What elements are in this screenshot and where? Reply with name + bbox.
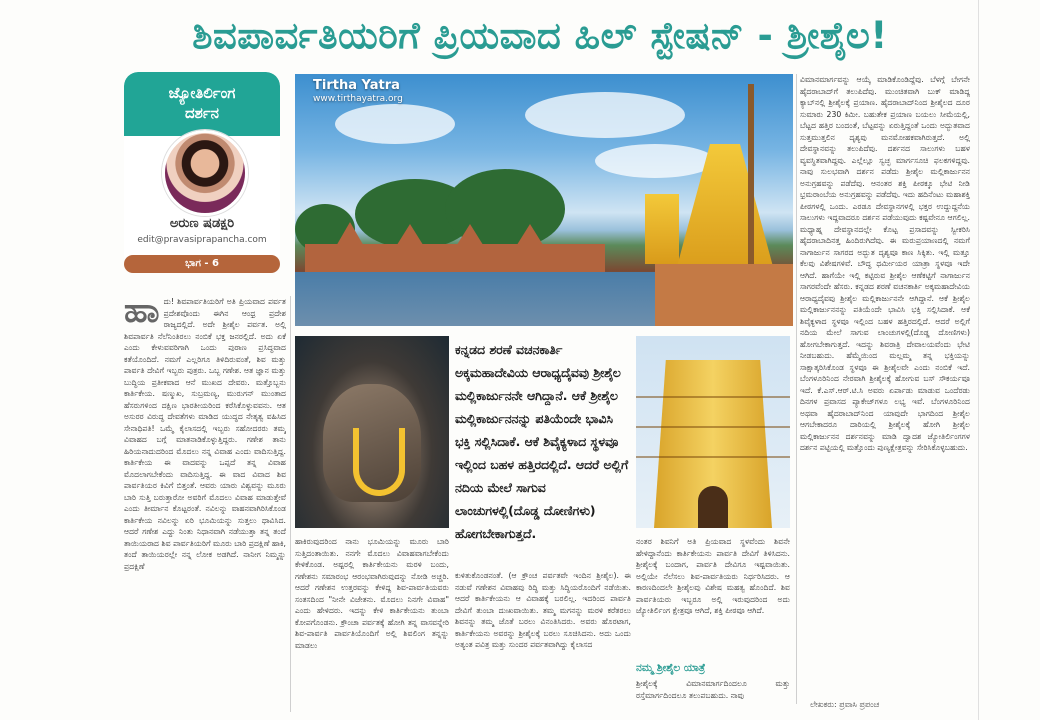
temple-wall	[305, 244, 605, 272]
article-column-3	[455, 570, 631, 712]
author-avatar	[162, 130, 248, 216]
part-badge: ಭಾಗ - 6	[124, 255, 280, 273]
column-text: ದು! ಶಿವಪಾರ್ವತಿಯರಿಗೆ ಅತಿ ಪ್ರಿಯವಾದ ಪರ್ವತ ಪ್ರದೇಶವೊಂದು ಈಗಿನ ಆಂಧ್ರ ಪ್ರದೇಶ ರಾಜ್ಯದಲ್ಲಿದೆ. ಅದೇ ಶ್ರೀಶೈಲ ಪರ್ವತ. ಅಲ್ಲಿ ಶಿವಪಾರ್ವತಿ ನೆಲೆನಿಂತಿರಲು ನಂಬಿಕೆ ಭಕ್ತ ಜನರಲ್ಲಿದೆ. ಅದು ಏಕೆ ಎಂದು ಕೇಳುವವರಿಗಾಗಿ ಒಂದು ಪುರಾಣ ಪ್ರಸಿದ್ಧವಾದ ಕತೆಯೊಂದಿದೆ. ನಮಗೆ ಎಲ್ಲರಿಗೂ ತಿಳಿದಿರುವಂತೆ, ಶಿವ ಮತ್ತು ಪಾರ್ವತಿ ದೇವಿಗೆ ಇಬ್ಬರು ಪುತ್ರರು. ಒಬ್ಬ ಗಣೇಶ. ಆತ ಜ್ಞಾನ ಮತ್ತು ಬುದ್ಧಿಯ ಪ್ರತೀಕವಾದ ಆನೆ ಮುಖದ ದೇವರು. ಮತ್ತೊಬ್ಬನು ಕಾರ್ತಿಕೇಯ. ಷಣ್ಮುಖ, ಸುಬ್ರಮಣ್ಯ, ಮುರುಗನ್ ಮುಂತಾದ ಹೆಸರುಗಳಿಂದ ದಕ್ಷಿಣ ಭಾರತೀಯರಿಂದ ಕರೆಸಿಕೊಳ್ಳುವವನು. ಆತ ಅಸುರರ ವಿರುದ್ಧ ದೇವತೆಗಳು ಮಾಡಿದ ಯುದ್ಧದ ನೇತೃತ್ವ ವಹಿಸಿದ ಸೇನಾಧಿಪತಿ! ಒಮ್ಮೆ ಕೈಲಾಸದಲ್ಲಿ ಇಬ್ಬರು ಸಹೋದರರು ತಮ್ಮ ವಿವಾಹದ ಬಗ್ಗೆ ಮಾತನಾಡಿಕೊಳ್ಳುತ್ತಿದ್ದರು. ಗಣೇಶ ತಾನು ಹಿರಿಯನಾದುದರಿಂದ ಮೊದಲು ನನ್ನ ವಿವಾಹ ಎಂದು ವಾದಿಸುತ್ತಿದ್ದ. ಕಾರ್ತಿಕೇಯ ಈ ವಾದವನ್ನು ಒಪ್ಪದೆ ತನ್ನ ವಿವಾಹ ಮೊದಲಾಗಬೇಕೆಂದು ವಾದಿಸುತ್ತಿದ್ದ. ಈ ವಾದ ವಿವಾದ ಶಿವ ಪಾರ್ವತಿಯರ ಕಿವಿಗೆ ಬಿತ್ತಂತೆ. ಆವರು ಯಾರು ವಿಶ್ವವನ್ನು ಮೂರು ಬಾರಿ ಸುತ್ತಿ ಬರುತ್ತಾರೋ ಅವರಿಗೆ ಮೊದಲು ವಿವಾಹ ಮಾಡುತ್ತೇವೆ ಎಂದು ತೀರ್ಮಾನ ಕೊಟ್ಟರಂತೆ. ನವಿಲನ್ನು ವಾಹನವಾಗಿರಿಸಿಕೊಂಡ ಕಾರ್ತಿಕೇಯ ನವಿಲನ್ನು ಏರಿ ಭೂಮಿಯನ್ನು ಸುತ್ತಲು ಧಾವಿಸಿದ. ಆದರೆ ಗಣೇಶ ಎದ್ದು ನಿಂತು ನಿಧಾನವಾಗಿ ನಡೆಯುತ್ತಾ ತನ್ನ ತಂದೆ ತಾಯಿಯರಾದ ಶಿವ ಪಾರ್ವತಿಯರಿಗೆ ಮೂರು ಬಾರಿ ಪ್ರದಕ್ಷಿಣೆ ಹಾಕಿ, ತಂದೆ ತಾಯಿಯರಲ್ಲೇ ನನ್ನ ಲೋಕ ಅಡಗಿದೆ. ನಾನೀಗ ನಿಮ್ಮನ್ನು ಪ್ರದಕ್ಷಿಣೆ	[124, 297, 286, 571]
watermark-url: www.tirthayatra.org	[313, 94, 403, 104]
tier-line	[636, 456, 790, 458]
drop-cap: ಹಾ	[124, 296, 160, 331]
column-text: ಹಾಕಿರುವುದರಿಂದ ನಾನು ಭೂಮಿಯನ್ನು ಮೂರು ಬಾರಿ ಸುತ್ತಿದಂತಾಯಿತು. ನನಗೇ ಮೊದಲು ವಿವಾಹವಾಗಬೇಕೆಂದು ಕೇಳಿಕೊಂಡ. ಅಷ್ಟರಲ್ಲಿ ಕಾರ್ತಿಕೇಯನು ಮರಳಿ ಬಂದು, ಗಣೇಶನು ಸಮಾರಂಭ ಆರಂಭವಾಗಿರುವುದನ್ನು ನೋಡಿ ಅಚ್ಚರಿ. ಆದರೆ ಗಣೇಶನ ಉತ್ತರವನ್ನು ಕೇಳಿದ್ದ ಶಿವ-ಪಾರ್ವತಿಯವರು ಸಂತಸದಿಂದ "ನೀನೇ ವಿಜೇತನು. ಮೊದಲು ನಿನಗೇ ವಿವಾಹ" ಎಂದು ಹೇಳಿದರು. ಇದನ್ನು ಕೇಳಿ ಕಾರ್ತಿಕೇಯನು ತುಂಬಾ ಕೋಪಗೊಂಡನು. ಕ್ರೌಂಚಾ ಪರ್ವತಕ್ಕೆ ಹೋಗಿ ತನ್ನ ವಾಸವನ್ನೇರಿ ಶಿವ-ಪಾರ್ವತಿ ಪಾರ್ವತಿಯೊಂದಿಗೆ ಅಲ್ಲಿ ಶಿವಲಿಂಗ ತನ್ನನ್ನು ಮಾಡಲು	[295, 537, 449, 650]
article-column-2	[295, 536, 449, 712]
flower-garland	[353, 428, 405, 496]
cloud	[595, 144, 715, 178]
gopuram-photo	[636, 336, 790, 528]
cloud	[335, 104, 455, 144]
flag-pole	[748, 84, 754, 274]
gopuram-door	[698, 486, 728, 528]
credit-line: ಲೇಖಕರು: ಪ್ರವಾಸಿ ಪ್ರಪಂಚ	[810, 700, 880, 709]
card-title-line1: ಜ್ಯೋತಿರ್ಲಿಂಗ	[168, 84, 236, 102]
page-edge	[978, 0, 979, 720]
section-subhead: ನಮ್ಮ ಶ್ರೀಶೈಲ ಯಾತ್ರೆ	[636, 662, 706, 674]
pull-quote: ಕನ್ನಡದ ಶರಣೆ ವಚನಕಾರ್ತಿ ಅಕ್ಕಮಹಾದೇವಿಯ ಆರಾಧ್ಯದೈವವು ಶ್ರೀಶೈಲ ಮಲ್ಲಿಕಾರ್ಜುನನೇ ಆಗಿದ್ದಾನೆ. ಆಕೆ ಶ್ರೀಶೈಲ ಮಲ್ಲಿಕಾರ್ಜುನನನ್ನು ಪತಿಯೆಂದೇ ಭಾವಿಸಿ ಭಕ್ತಿ ಸಲ್ಲಿಸಿದಾಕೆ. ಆಕೆ ಶಿವೈಕ್ಯಳಾದ ಸ್ಥಳವೂ ಇಲ್ಲಿಂದ ಬಹಳ ಹತ್ತಿರದಲ್ಲಿದೆ. ಆದರೆ ಅಲ್ಲಿಗೆ ನದಿಯ ಮೇಲೆ ಸಾಗುವ ಲಾಂಚುಗಳಲ್ಲಿ(ದೊಡ್ಡ ದೋಣಿಗಳು) ಹೋಗಬೇಕಾಗುತ್ತದೆ.	[455, 342, 629, 541]
column-text: ನಂತರ ಶಿವನಿಗೆ ಅತಿ ಪ್ರಿಯವಾದ ಸ್ಥಳವೆಂದು ಶಿವನೇ ಹೇಳಿದ್ದಾನೆಂದು ಕಾರ್ತಿಕೇಯನು ಪಾರ್ವತಿ ದೇವಿಗೆ ತಿಳಿಸಿದನು. ಶ್ರೀಶೈಲಕ್ಕೆ ಬಂದಾಗ, ಪಾರ್ವತಿ ದೇವಿಗೂ ಇಷ್ಟವಾಯಿತು. ಅಲ್ಲಿಯೇ ನೆಲೆಸಲು ಶಿವ-ಪಾರ್ವತಿಯರು ನಿರ್ಧರಿಸಿದರು. ಆ ಕಾರಣದಿಂದಲೇ ಶ್ರೀಶೈಲವು ವಿಶೇಷ ಮಹತ್ವ ಹೊಂದಿದೆ. ಶಿವ ಪಾರ್ವತಿಯರು ಇಬ್ಬರೂ ಅಲ್ಲಿ ಇರುವುದರಿಂದ ಅದು ಜ್ಯೋತಿರ್ಲಿಂಗ ಕ್ಷೇತ್ರವೂ ಆಗಿದೆ, ಶಕ್ತಿ ಪೀಠವೂ ಆಗಿದೆ.	[636, 537, 790, 615]
nandi-photo	[295, 336, 449, 528]
author-email: edit@pravasiprapancha.com	[137, 235, 267, 245]
rooftop	[655, 264, 793, 326]
column-text: ಶ್ರೀಶೈಲಕ್ಕೆ ವಿಮಾನಮಾರ್ಗದಿಂದಲೂ ಮತ್ತು ರಸ್ತೆಮಾರ್ಗದಿಂದಲೂ ತಲುಪಬಹುದು. ನಾವು	[636, 679, 790, 700]
column-divider	[796, 74, 797, 704]
author-name: ಅರುಣ ಷಡಕ್ಷರಿ	[169, 216, 235, 231]
article-column-4-tail	[636, 678, 790, 712]
article-column-1	[124, 296, 286, 712]
gopuram-small	[645, 194, 679, 264]
column-text: ಕುಳಿತುಕೊಂಡನಂತೆ. (ಆ ಕ್ರೌಂಚ ಪರ್ವತವೇ ಇಂದಿನ ಶ್ರೀಶೈಲ). ಈ ನಡುವೆ ಗಣೇಶನ ವಿವಾಹವು ರಿದ್ಧಿ ಮತ್ತು ಸಿದ್ಧಿಯರೊಂದಿಗೆ ನಡೆಯಿತು. ಆದರೆ ಕಾರ್ತಿಕೇಯನು ಆ ವಿವಾಹಕ್ಕೆ ಬರಲಿಲ್ಲ. ಇದರಿಂದ ಪಾರ್ವತಿ ದೇವಿಗೆ ತುಂಬಾ ದುಃಖವಾಯಿತು. ತಮ್ಮ ಮಗನನ್ನು ಮರಳಿ ಕರೆತರಲು ಶಿವನನ್ನು ತಮ್ಮ ಜೊತೆ ಬರಲು ವಿನಂತಿಸಿದರು. ಅವರು ಹೊರಟಾಗ, ಕಾರ್ತಿಕೇಯನು ಅವರನ್ನು ಶ್ರೀಶೈಲಕ್ಕೆ ಬರಲು ಸೂಚಿಸಿದನು. ಅದು ಒಂದು ಅತ್ಯಂತ ಪವಿತ್ರ ಮತ್ತು ಸುಂದರ ಪರ್ವತವಾಗಿದ್ದು ಕೈಲಾಸದ	[455, 571, 631, 649]
column-divider	[290, 296, 291, 712]
author-card	[124, 72, 280, 268]
article-column-4	[636, 536, 790, 658]
headline: ಶಿವಪಾರ್ವತಿಯರಿಗೆ ಪ್ರಿಯವಾದ ಹಿಲ್ ಸ್ಟೇಷನ್ - ಶ್ರೀಶೈಲ!	[192, 14, 888, 57]
tier-line	[636, 396, 790, 398]
column-text: ವಿಮಾನಮಾರ್ಗವನ್ನು ಆಯ್ಕೆ ಮಾಡಿಕೊಂಡಿದ್ದೆವು. ಬೆಳಗ್ಗೆ ಬೇಗನೇ ಹೈದರಾಬಾದ್‌ಗೆ ತಲುಪಿದೆವು. ಮುಂಚಿತವಾಗಿ ಬುಕ್ ಮಾಡಿದ್ದ ಕ್ಯಾಬ್‌ನಲ್ಲಿ ಶ್ರೀಶೈಲಕ್ಕೆ ಪ್ರಯಾಣ. ಹೈದರಾಬಾದ್‌ನಿಂದ ಶ್ರೀಶೈಲದ ದೂರ ಸುಮಾರು 230 ಕಿಮೀ. ಬಹುತೇಕ ಪ್ರಯಾಣ ಬಯಲು ಸೀಮೆಯಲ್ಲಿ, ಬೆಟ್ಟದ ಹತ್ತಿರ ಬಂದಂತೆ, ಬೆಟ್ಟವನ್ನು ಏರುತ್ತಿದ್ದಂತೆ ಒಂದು ಅದ್ಭುತವಾದ ಸುತ್ತಮುತ್ತಲಿನ ದೃಶ್ಯವು ಮನಮೋಹಕವಾಗಿರುತ್ತದೆ. ಅಲ್ಲಿ ದೇವಸ್ಥಾನವನ್ನು ತಲುಪಿದೆವು. ದರ್ಶನದ ಸಾಲುಗಳು ಬಹಳ ವ್ಯವಸ್ಥಿತವಾಗಿದ್ದವು. ಎಲ್ಲೆಲ್ಲೂ ಸ್ವಚ್ಛ ಮಾರ್ಗಸೂಚಿ ಫಲಕಗಳಿದ್ದವು. ನಾವು ಸುಲಭವಾಗಿ ದರ್ಶನ ಪಡೆದು ಶ್ರೀಶೈಲ ಮಲ್ಲಿಕಾರ್ಜುನನ ಅನುಗ್ರಹವನ್ನು ಪಡೆದೆವು. ಆನಂತರ ಶಕ್ತಿ ಪೀಠಕ್ಕೂ ಭೇಟಿ ನೀಡಿ ಭ್ರಮರಾಂಬೆಯ ಅನುಗ್ರಹವನ್ನು ಪಡೆದೆವು. ಇದು ಹದಿನೆಂಟು ಮಹಾಶಕ್ತಿ ಪೀಠಗಳಲ್ಲಿ ಒಂದು. ಎರಡೂ ದೇವಸ್ಥಾನಗಳಲ್ಲಿ ಭಕ್ತರ ಉದ್ದುದ್ದನೆಯ ಸಾಲುಗಳು ಇದ್ದವಾದರೂ ದರ್ಶನ ಪಡೆಯುವುದು ಕಷ್ಟವೇನೂ ಆಗಲಿಲ್ಲ. ಮಧ್ಯಾಹ್ನ ದೇವಸ್ಥಾನದಲ್ಲೇ ಕೊಟ್ಟ ಪ್ರಸಾದವನ್ನು ಸ್ವೀಕರಿಸಿ ಹೈದರಾಬಾದಿನತ್ತ ಹಿಂದಿರುಗಿದೆವು. ಈ ಮರುಪ್ರಯಾಣದಲ್ಲಿ ನಮಗೆ ನಾಗಾರ್ಜುನ ಸಾಗರದ ಅದ್ಭುತ ದೃಶ್ಯವೂ ಕಾಣ ಸಿಕ್ಕಿತು. ಇಲ್ಲಿ ಮತ್ತೂ ಕೆಲವು ವಿಶೇಷಗಳಿವೆ. ಬೌದ್ಧ ಧರ್ಮೀಯರ ಯಾತ್ರಾ ಸ್ಥಳವೂ ಇದೇ ಆಗಿದೆ. ಹಾಗೆಯೇ ಇಲ್ಲಿ ಕಟ್ಟಿರುವ ಶ್ರೀಶೈಲ ಆಣೆಕಟ್ಟಿಗೆ ನಾಗಾರ್ಜುನ ಸಾಗರವೆಂದೇ ಹೆಸರು. ಕನ್ನಡದ ಶರಣೆ ವಚನಕಾರ್ತಿ ಅಕ್ಕಮಹಾದೇವಿಯ ಆರಾಧ್ಯದೈವವು ಶ್ರೀಶೈಲ ಮಲ್ಲಿಕಾರ್ಜುನನೇ ಆಗಿದ್ದಾನೆ. ಆಕೆ ಶ್ರೀಶೈಲ ಮಲ್ಲಿಕಾರ್ಜುನನನ್ನು ಪತಿಯೆಂದೇ ಭಾವಿಸಿ ಭಕ್ತಿ ಸಲ್ಲಿಸಿದಾಕೆ. ಆಕೆ ಶಿವೈಕ್ಯಳಾದ ಸ್ಥಳವೂ ಇಲ್ಲಿಂದ ಬಹಳ ಹತ್ತಿರದಲ್ಲಿದೆ. ಆದರೆ ಅಲ್ಲಿಗೆ ನದಿಯ ಮೇಲೆ ಸಾಗುವ ಲಾಂಚುಗಳಲ್ಲಿ(ದೊಡ್ಡ ದೋಣಿಗಳು) ಹೋಗಬೇಕಾಗುತ್ತದೆ. ಇದನ್ನು ಶಿವರಾತ್ರಿ ದೇವಾಲಯವೆಂದು ಭೇಟಿ ನೀಡಬಹುದು. ಹೆಮ್ಮೆಯಿಂದ ಮಲ್ಲಮ್ಮ ತನ್ನ ಭಕ್ತಿಯನ್ನು ಸಾಕ್ಷಾತ್ಕರಿಸಿಕೊಂಡ ಸ್ಥಳವೂ ಈ ಶ್ರೀಶೈಲವೇ ಎಂದು ನಂಬಿಕೆ ಇದೆ. ಬೆಂಗಳೂರಿನಿಂದ ನೇರವಾಗಿ ಶ್ರೀಶೈಲಕ್ಕೆ ಹೋಗುವ ಬಸ್ ಸೌಕರ್ಯವೂ ಇದೆ. ಕೆ.ಎಸ್.ಆರ್.ಟಿ.ಸಿ ಅವರು ಏರ್ಪಾಡು ಮಾಡುವ ಒಂದೆರಡು ದಿನಗಳ ಪ್ರವಾಸದ ಪ್ಯಾಕೇಜ್‌ಗಳೂ ಲಭ್ಯ ಇವೆ. ಬೆಂಗಳೂರಿನಿಂದ ಅಥವಾ ಹೈದರಾಬಾದ್‌ನಿಂದ ಯಾವುದೇ ಭಾಗದಿಂದ ಶ್ರೀಶೈಲ ಆಗಬೇಕಾದರೂ ದಾರಿಯಲ್ಲಿ ಶ್ರೀಶೈಲಕ್ಕೆ ಹೋಗಿ ಶ್ರೀಶೈಲ ಮಲ್ಲಿಕಾರ್ಜುನನ ದರ್ಶನವನ್ನು ಮಾಡಿ ದ್ವಾದಶ ಜ್ಯೋತಿರ್ಲಿಂಗಗಳ ದರ್ಶನ ಪಟ್ಟಿಯಲ್ಲಿ ಮತ್ತೊಂದು ಪುಣ್ಯಕ್ಷೇತ್ರವನ್ನು ಸೇರಿಸಿಕೊಳ್ಳಬಹುದು.	[800, 75, 970, 452]
tier-line	[636, 426, 790, 428]
watermark-brand: Tirtha Yatra	[313, 78, 400, 93]
card-title-line2: ದರ್ಶನ	[184, 104, 220, 122]
article-column-5	[800, 74, 970, 694]
temple-photo	[295, 74, 793, 326]
cloud	[525, 92, 685, 138]
